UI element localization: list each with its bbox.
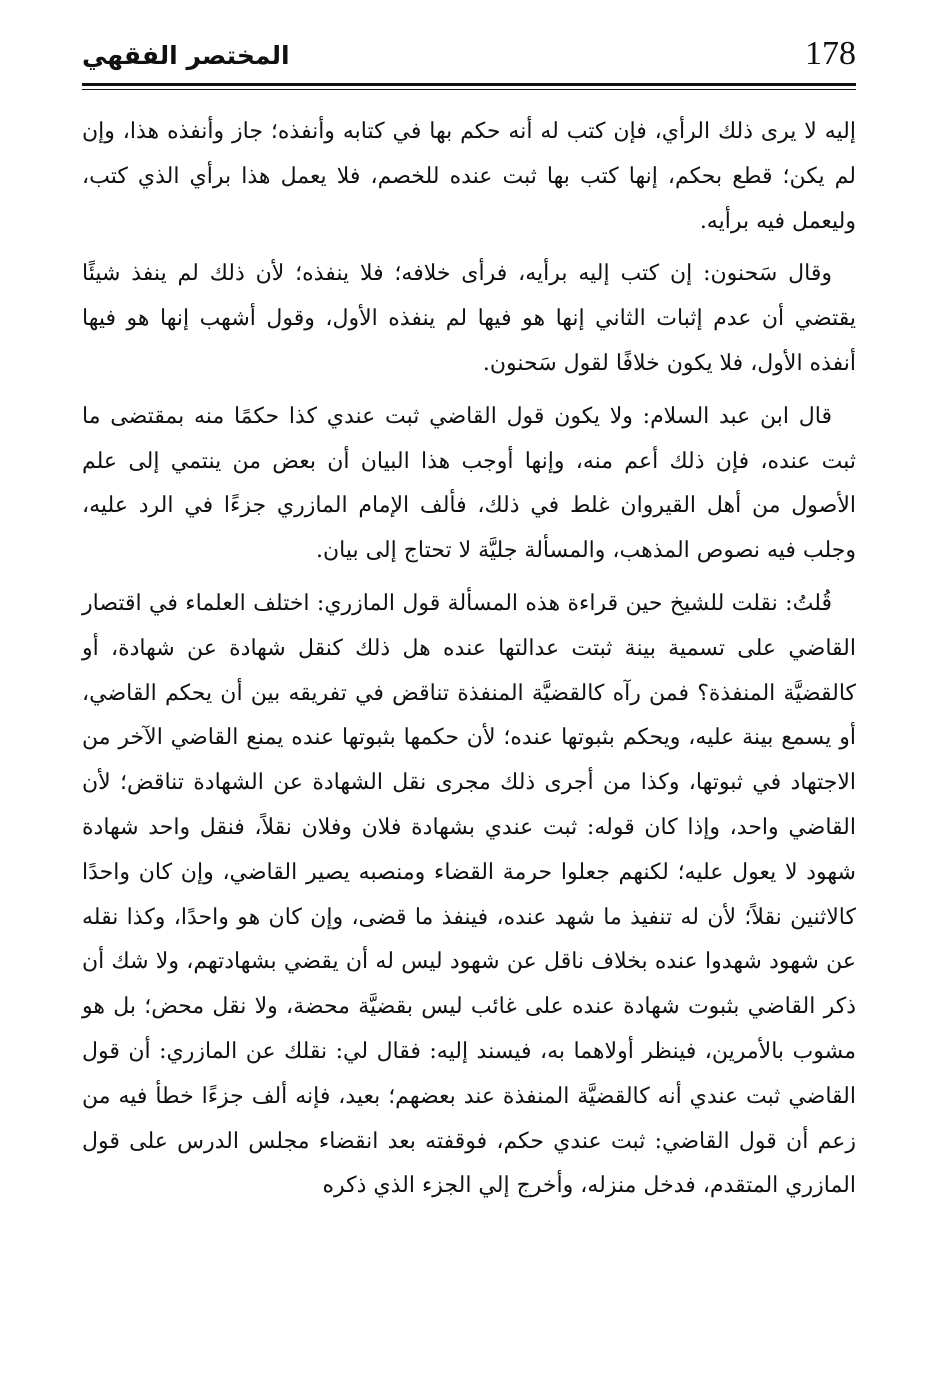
paragraph-ibn-abd-al-salam: قال ابن عبد السلام: ولا يكون قول القاضي ثبت عندي كذا حكمًا منه بمقتضى ما ثبت عنده، فإن ذلك أعم منه، وإنها أوجب هذا البيان أن بعض من ينتمي إلى علم الأصول من أهل القيروان غلط في ذلك، فألف الإمام المازري جزءًا في الرد عليه، وجلب فيه نصوص المذهب، والمسألة جليَّة لا تحتاج إلى بيان. (82, 403, 856, 564)
running-title: المختصر الفقهي (82, 41, 290, 70)
paragraph-qultu: قُلتُ: نقلت للشيخ حين قراءة هذه المسألة قول المازري: اختلف العلماء في اقتصار القاضي على تسمية بينة ثبتت عدالتها عنده هل ذلك كنقل شهادة عن شهادة، أو كالقضيَّة المنفذة؟ فمن رآه كالقضيَّة المنفذة تناقض في تفريقه بين أن يحكم القاضي، أو يسمع بينة عليه، ويحكم بثبوتها عنده؛ لأن حكمها بثبوتها عنده يمنع القاضي الآخر من الاجتهاد في ثبوتها، وكذا من أجرى ذلك مجرى نقل الشهادة عن الشهادة تناقض؛ لأن القاضي واحد، وإذا كان قوله: ثبت عندي بشهادة فلان وفلان نقلاً، فنقل واحد شهادة شهود لا يعول عليه؛ لكنهم جعلوا حرمة القضاء ومنصبه يصير القاضي، وإن كان واحدًا كالاثنين نقلاً؛ لأن له تنفيذ ما شهد عنده، فينفذ ما قضى، وإن كان هو واحدًا، وكذا نقله عن شهود شهدوا عنده بخلاف ناقل عن شهود ليس له أن يقضي بشهادتهم، ولا شك أن ذكر القاضي بثبوت شهادة عنده على غائب ليس بقضيَّة محضة، ولا نقل محض؛ بل هو مشوب بالأمرين، فينظر أولاهما به، فيسند إليه: فقال لي: نقلك عن المازري: أن قول القاضي ثبت عندي أنه كالقضيَّة المنفذة عند بعضهم؛ بعيد، فإنه ألف جزءًا خطأ فيه من زعم أن قول القاضي: ثبت عندي حكم، فوقفته بعد انقضاء مجلس الدرس على قول المازري المتقدم، فدخل منزله، وأخرج إلي الجزء الذي ذكره (82, 590, 857, 1199)
page-number: 178 (805, 35, 856, 72)
header-rule-thick (82, 83, 856, 86)
header-rule-thin (82, 89, 856, 90)
page-header (82, 30, 856, 80)
paragraph-continuation: إليه لا يرى ذلك الرأي، فإن كتب له أنه حكم بها في كتابه وأنفذه؛ جاز وأنفذه هذا، وإن لم يكن؛ قطع بحكم، إنها كتب بها ثبت عنده للخصم، فلا يعمل هذا برأي الذي كتب، وليعمل فيه برأيه. (82, 119, 856, 234)
paragraph-sahnun: وقال سَحنون: إن كتب إليه برأيه، فرأى خلافه؛ فلا ينفذه؛ لأن ذلك لم ينفذ شيئًا يقتضي أن عدم إثبات الثاني إنها هو فيها لم ينفذه الأول، وقول أشهب إنها هو فيها أنفذه الأول، فلا يكون خلافًا لقول سَحنون. (82, 261, 856, 376)
body-text (82, 110, 856, 1217)
